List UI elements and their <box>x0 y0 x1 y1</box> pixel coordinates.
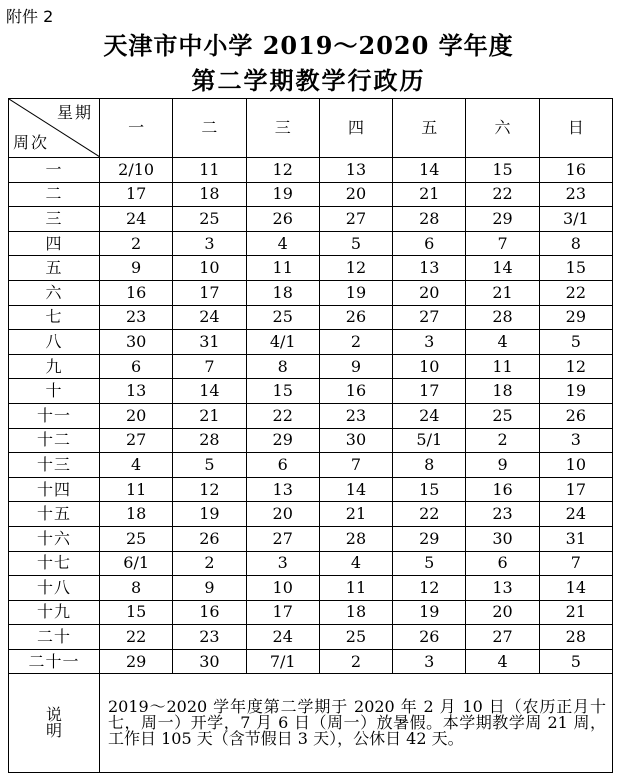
weekday-header: 四 <box>319 99 392 158</box>
day-cell: 2 <box>319 649 392 674</box>
day-cell: 20 <box>100 403 173 428</box>
day-cell: 6 <box>246 453 319 478</box>
day-cell: 8 <box>100 576 173 601</box>
day-cell: 5 <box>539 330 612 355</box>
week-row <box>9 551 613 576</box>
week-number: 二十 <box>9 625 100 650</box>
corner-weekday-label: 星期 <box>56 103 93 122</box>
week-row <box>9 305 613 330</box>
day-cell: 30 <box>173 649 246 674</box>
day-cell: 13 <box>393 256 466 281</box>
week-number: 十八 <box>9 576 100 601</box>
day-cell: 2 <box>100 231 173 256</box>
day-cell: 9 <box>173 576 246 601</box>
day-cell: 2 <box>173 551 246 576</box>
week-row <box>9 379 613 404</box>
week-row <box>9 231 613 256</box>
page-subtitle: 第二学期教学行政历 <box>191 66 426 95</box>
note-label <box>9 674 100 773</box>
day-cell: 15 <box>393 477 466 502</box>
day-cell: 3 <box>173 231 246 256</box>
day-cell: 20 <box>393 280 466 305</box>
day-cell: 17 <box>100 182 173 207</box>
week-number: 十七 <box>9 551 100 576</box>
day-cell: 25 <box>466 403 539 428</box>
weekday-header: 二 <box>173 99 246 158</box>
day-cell: 13 <box>466 576 539 601</box>
week-number: 二 <box>9 182 100 207</box>
day-cell: 18 <box>319 600 392 625</box>
day-cell: 6 <box>393 231 466 256</box>
week-number: 七 <box>9 305 100 330</box>
day-cell: 28 <box>393 207 466 232</box>
day-cell: 23 <box>100 305 173 330</box>
day-cell: 25 <box>173 207 246 232</box>
day-cell: 14 <box>319 477 392 502</box>
attachment-label: 附件 2 <box>6 7 54 26</box>
day-cell: 26 <box>246 207 319 232</box>
day-cell: 27 <box>393 305 466 330</box>
day-cell: 29 <box>466 207 539 232</box>
day-cell: 27 <box>246 526 319 551</box>
day-cell: 17 <box>539 477 612 502</box>
day-cell: 3 <box>393 330 466 355</box>
week-row <box>9 182 613 207</box>
day-cell: 24 <box>539 502 612 527</box>
week-number: 十六 <box>9 526 100 551</box>
day-cell: 22 <box>246 403 319 428</box>
day-cell: 28 <box>173 428 246 453</box>
day-cell: 25 <box>319 625 392 650</box>
day-cell: 11 <box>466 354 539 379</box>
day-cell: 4 <box>466 330 539 355</box>
day-cell: 26 <box>319 305 392 330</box>
week-row <box>9 354 613 379</box>
day-cell: 12 <box>393 576 466 601</box>
day-cell: 18 <box>173 182 246 207</box>
day-cell: 11 <box>246 256 319 281</box>
day-cell: 28 <box>539 625 612 650</box>
day-cell: 6 <box>100 354 173 379</box>
day-cell: 30 <box>466 526 539 551</box>
day-cell: 4 <box>319 551 392 576</box>
day-cell: 21 <box>539 600 612 625</box>
day-cell: 5 <box>539 649 612 674</box>
corner-week-label: 周次 <box>13 133 50 152</box>
day-cell: 30 <box>100 330 173 355</box>
week-row <box>9 649 613 674</box>
day-cell: 19 <box>246 182 319 207</box>
week-row <box>9 403 613 428</box>
week-row <box>9 330 613 355</box>
week-row <box>9 256 613 281</box>
day-cell: 11 <box>100 477 173 502</box>
week-number: 十二 <box>9 428 100 453</box>
day-cell: 24 <box>246 625 319 650</box>
day-cell: 10 <box>539 453 612 478</box>
day-cell: 15 <box>246 379 319 404</box>
week-number: 八 <box>9 330 100 355</box>
week-number: 十 <box>9 379 100 404</box>
day-cell: 12 <box>319 256 392 281</box>
week-number: 十三 <box>9 453 100 478</box>
week-row <box>9 158 613 183</box>
day-cell: 27 <box>466 625 539 650</box>
day-cell: 19 <box>173 502 246 527</box>
day-cell: 7 <box>173 354 246 379</box>
day-cell: 30 <box>319 428 392 453</box>
day-cell: 3 <box>393 649 466 674</box>
day-cell: 7 <box>466 231 539 256</box>
day-cell: 3/1 <box>539 207 612 232</box>
week-row <box>9 576 613 601</box>
week-row <box>9 625 613 650</box>
note-row <box>9 674 613 773</box>
day-cell: 29 <box>100 649 173 674</box>
day-cell: 8 <box>393 453 466 478</box>
day-cell: 18 <box>466 379 539 404</box>
weekday-header-row <box>9 99 613 158</box>
day-cell: 28 <box>466 305 539 330</box>
day-cell: 16 <box>100 280 173 305</box>
week-number: 二十一 <box>9 649 100 674</box>
day-cell: 22 <box>539 280 612 305</box>
day-cell: 18 <box>100 502 173 527</box>
week-number: 五 <box>9 256 100 281</box>
day-cell: 16 <box>466 477 539 502</box>
day-cell: 16 <box>173 600 246 625</box>
week-row <box>9 600 613 625</box>
day-cell: 9 <box>319 354 392 379</box>
day-cell: 23 <box>319 403 392 428</box>
day-cell: 26 <box>539 403 612 428</box>
day-cell: 31 <box>539 526 612 551</box>
day-cell: 20 <box>466 600 539 625</box>
day-cell: 12 <box>246 158 319 183</box>
day-cell: 21 <box>393 182 466 207</box>
week-number: 一 <box>9 158 100 183</box>
day-cell: 8 <box>539 231 612 256</box>
day-cell: 21 <box>173 403 246 428</box>
day-cell: 17 <box>393 379 466 404</box>
weekday-header: 五 <box>393 99 466 158</box>
day-cell: 7 <box>319 453 392 478</box>
day-cell: 21 <box>319 502 392 527</box>
day-cell: 27 <box>100 428 173 453</box>
day-cell: 20 <box>319 182 392 207</box>
day-cell: 14 <box>539 576 612 601</box>
week-row <box>9 428 613 453</box>
calendar-table <box>8 98 613 773</box>
week-number: 九 <box>9 354 100 379</box>
day-cell: 10 <box>246 576 319 601</box>
week-number: 十五 <box>9 502 100 527</box>
day-cell: 18 <box>246 280 319 305</box>
day-cell: 23 <box>539 182 612 207</box>
day-cell: 14 <box>466 256 539 281</box>
day-cell: 7/1 <box>246 649 319 674</box>
day-cell: 22 <box>466 182 539 207</box>
day-cell: 29 <box>393 526 466 551</box>
day-cell: 14 <box>173 379 246 404</box>
day-cell: 2 <box>466 428 539 453</box>
week-number: 六 <box>9 280 100 305</box>
day-cell: 14 <box>393 158 466 183</box>
day-cell: 26 <box>173 526 246 551</box>
week-row <box>9 526 613 551</box>
day-cell: 21 <box>466 280 539 305</box>
week-number: 十一 <box>9 403 100 428</box>
day-cell: 29 <box>246 428 319 453</box>
week-row <box>9 453 613 478</box>
day-cell: 5 <box>319 231 392 256</box>
week-row <box>9 207 613 232</box>
day-cell: 2 <box>319 330 392 355</box>
week-row <box>9 502 613 527</box>
day-cell: 6 <box>466 551 539 576</box>
day-cell: 20 <box>246 502 319 527</box>
week-number: 十四 <box>9 477 100 502</box>
day-cell: 23 <box>173 625 246 650</box>
day-cell: 16 <box>539 158 612 183</box>
day-cell: 8 <box>246 354 319 379</box>
day-cell: 4 <box>100 453 173 478</box>
note-label-line: 说 <box>45 705 62 725</box>
day-cell: 10 <box>393 354 466 379</box>
day-cell: 3 <box>246 551 319 576</box>
day-cell: 22 <box>393 502 466 527</box>
day-cell: 16 <box>319 379 392 404</box>
week-row <box>9 280 613 305</box>
day-cell: 28 <box>319 526 392 551</box>
week-number: 四 <box>9 231 100 256</box>
day-cell: 5/1 <box>393 428 466 453</box>
day-cell: 4 <box>466 649 539 674</box>
day-cell: 24 <box>393 403 466 428</box>
day-cell: 4/1 <box>246 330 319 355</box>
week-number: 十九 <box>9 600 100 625</box>
day-cell: 15 <box>466 158 539 183</box>
day-cell: 5 <box>173 453 246 478</box>
week-number: 三 <box>9 207 100 232</box>
day-cell: 2/10 <box>100 158 173 183</box>
day-cell: 4 <box>246 231 319 256</box>
day-cell: 29 <box>539 305 612 330</box>
day-cell: 13 <box>100 379 173 404</box>
day-cell: 15 <box>100 600 173 625</box>
week-row <box>9 477 613 502</box>
day-cell: 27 <box>319 207 392 232</box>
day-cell: 22 <box>100 625 173 650</box>
day-cell: 10 <box>173 256 246 281</box>
day-cell: 12 <box>173 477 246 502</box>
day-cell: 19 <box>539 379 612 404</box>
day-cell: 13 <box>319 158 392 183</box>
day-cell: 17 <box>173 280 246 305</box>
note-text: 2019～2020 学年度第二学期于 2020 年 2 月 10 日（农历正月十七，周一）开学，7 月 6 日（周一）放暑假。本学期教学周 21 周，工作日 105 天（含节假日 3 天），公休日 42 天。 <box>100 674 613 773</box>
day-cell: 24 <box>100 207 173 232</box>
day-cell: 19 <box>319 280 392 305</box>
weekday-header: 一 <box>100 99 173 158</box>
day-cell: 9 <box>100 256 173 281</box>
day-cell: 12 <box>539 354 612 379</box>
day-cell: 24 <box>173 305 246 330</box>
weekday-header: 日 <box>539 99 612 158</box>
weekday-header: 三 <box>246 99 319 158</box>
corner-cell <box>9 99 100 158</box>
note-label-line: 明 <box>45 721 62 741</box>
day-cell: 23 <box>466 502 539 527</box>
day-cell: 3 <box>539 428 612 453</box>
day-cell: 6/1 <box>100 551 173 576</box>
day-cell: 25 <box>246 305 319 330</box>
day-cell: 26 <box>393 625 466 650</box>
day-cell: 19 <box>393 600 466 625</box>
day-cell: 13 <box>246 477 319 502</box>
day-cell: 11 <box>319 576 392 601</box>
weekday-header: 六 <box>466 99 539 158</box>
day-cell: 7 <box>539 551 612 576</box>
day-cell: 9 <box>466 453 539 478</box>
day-cell: 25 <box>100 526 173 551</box>
day-cell: 31 <box>173 330 246 355</box>
day-cell: 11 <box>173 158 246 183</box>
day-cell: 17 <box>246 600 319 625</box>
day-cell: 5 <box>393 551 466 576</box>
day-cell: 15 <box>539 256 612 281</box>
page-title: 天津市中小学 2019～2020 学年度 <box>103 31 514 60</box>
